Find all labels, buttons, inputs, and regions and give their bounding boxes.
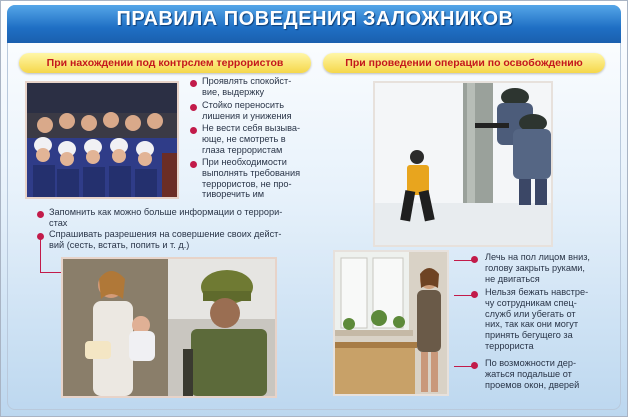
right-bullet-3: По возможности дер- жаться подальше от проемов окон, дверей [485, 358, 580, 390]
hostage-and-soldier-illustration [63, 259, 275, 396]
bullet-dot [37, 211, 44, 218]
bullet-dot [190, 161, 197, 168]
left-bullet-4: При необходимости выполнять требования террористов, не про- тиворечить им [202, 157, 301, 200]
special-forces-operation-photo [373, 81, 553, 247]
right-section-heading: При проведении операции по освобождению [323, 53, 605, 73]
bullet-dot [471, 291, 478, 298]
right-bullet-1: Лечь на пол лицом вниз, голову закрыть руками, не двигаться [485, 252, 590, 284]
right-bullet-2: Нельзя бежать навстре- чу сотрудникам спец- служб или убегать от них, так как они могут принять бегущего за террориста [485, 287, 589, 351]
left-bullet-5: Запомнить как можно больше информации о террори- стах [49, 207, 283, 228]
bullet-dot [190, 80, 197, 87]
bullet-dot [190, 104, 197, 111]
hostages-crowd-photo [25, 81, 179, 199]
poster-title: ПРАВИЛА ПОВЕДЕНИЯ ЗАЛОЖНИКОВ [116, 8, 514, 30]
bullet-dot [471, 362, 478, 369]
left-bullet-6: Спрашивать разрешения на совершение своих дейст- вий (сесть, встать, попить и т. д.) [49, 229, 282, 250]
room-with-woman-photo [333, 250, 449, 396]
connector-line [40, 272, 62, 273]
left-bullet-1: Проявлять спокойст- вие, выдержку [202, 76, 292, 97]
bullet-dot [190, 127, 197, 134]
special-forces-illustration [375, 83, 551, 245]
hostage-and-soldier-photo [61, 257, 277, 398]
left-bullet-3: Не вести себя вызыва- юще, не смотреть в глаза террористам [202, 123, 301, 155]
room-illustration [335, 252, 447, 394]
connector-line [454, 260, 472, 261]
left-bullet-2: Стойко переносить лишения и унижения [202, 100, 292, 121]
bullet-dot [471, 256, 478, 263]
connector-line [454, 366, 472, 367]
connector-line [454, 295, 472, 296]
connector-line [40, 239, 41, 273]
hostages-crowd-illustration [27, 83, 177, 197]
left-section-heading: При нахождении под контрслем террористов [19, 53, 311, 73]
